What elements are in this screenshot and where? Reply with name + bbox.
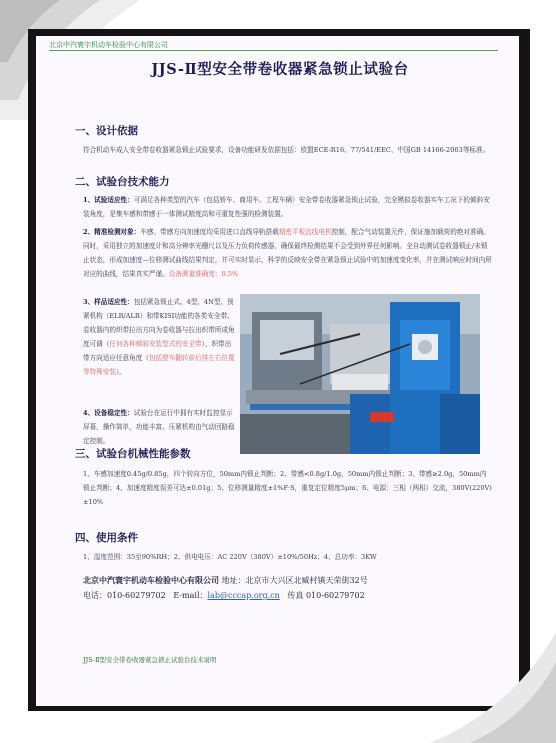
- fax-label: 传真: [287, 591, 304, 600]
- item-text: 试验台在运行中拥有实时监控显示屏幕，操作简单，功能丰富。压紧机构由气动回路稳定控制。: [83, 409, 235, 445]
- design-basis-paragraph: 符合机动车成人安全带卷收器紧急锁止试验要求，设备功能研发依据包括：欧盟ECE-R16、77/541/EEC、中国GB 14166-2003等标准。: [83, 146, 490, 154]
- page-curl-bottom-right: [430, 632, 556, 743]
- item-label: 3、样品适应性：: [83, 298, 134, 306]
- document-title: JJS-Ⅱ型安全带卷收器紧急锁止试验台: [151, 61, 409, 78]
- item-text: 车感、带感方向加速度均采用进口直线导轨搭载: [140, 228, 279, 236]
- company-header: 北京中汽寰宇机动车检验中心有限公司: [49, 41, 168, 49]
- item-text: 包括紧急锁止式、4型、4N型、预紧机构（ELR/ALR）和带KISI功能的各类安全带。卷收器内的织带拉出方向为卷收器与拉出织带所成角度可调（: [83, 298, 235, 348]
- phone-label: 电话：: [83, 591, 107, 600]
- section-heading-mechanical-parameters: 三、试验台机械性能参数: [75, 448, 191, 460]
- contact-line-phone: [83, 590, 365, 601]
- header-rule: [49, 50, 498, 51]
- footer-note: JJS-Ⅱ型安全带卷收器紧急锁止试验台技术说明: [83, 656, 217, 664]
- email-link[interactable]: lab@cccap.org.cn: [207, 591, 280, 600]
- item-label: 1、试验适应性：: [83, 196, 134, 204]
- usage-conditions-paragraph: 1、湿度范围：35至90%RH；2、供电电压：AC 220V（380V）±10%/50Hz；4、总功率：3KW: [83, 553, 377, 561]
- highlight-mounting-types: 任何各种倾斜安装型式的安全带: [109, 340, 202, 348]
- fax-value: 010-60279702: [305, 591, 365, 600]
- capability-item-stability: [83, 406, 235, 448]
- highlight-linear-motor: 精密平板直线电机: [278, 228, 332, 236]
- email-label: E-mail：: [173, 591, 208, 600]
- highlight-accuracy: 设备测量准确度：0.5%: [168, 270, 239, 278]
- item-text: 控制，配合气动装置元件，保证施加载荷的绝对准确。同时，采用独立的加速度计和高分辨率光栅尺以及压力负荷传感器，确保最终检测结果不会受到外界任何影响。全自动测试卷收器锁止/未锁止状态，形成加速度—位移测试曲线结果判定，并可实时显示，科学的反映安全带在紧急锁止试验中的加速度变化率，并在测试响应时间内所对应的曲线，结果真实严谨。: [83, 228, 492, 278]
- mechanical-parameters-paragraph: 1、车感加速度0.45g/0.85g，四个转向方位，50mm内锁止判断；2、带感<0.8g/1.0g，50mm内锁止判断；3、带感≥2.0g，50mm内锁止判断；4、加速度精度误差可达±0.01g；5、位移测量精度±1%F·S，重复定位精度5μm；6、电源：三相（两相）交流，380V(220V)±10%: [83, 470, 492, 506]
- capability-item-sample: [83, 295, 235, 379]
- contact-line-address: [83, 575, 368, 586]
- highlight-special-mounting: 包括整车翻转前后排左右位置等特殊安装: [83, 354, 235, 376]
- section-heading-design-basis: 一、设计依据: [75, 125, 138, 137]
- capability-item-precision: [83, 225, 493, 281]
- item-label: 4、设备稳定性：: [83, 409, 134, 417]
- test-rig-photo: [240, 294, 480, 454]
- item-text: 可满足各种类型的汽车（包括轿车、商用车、工程车辆）安全带卷收器紧急锁止试验，完全模拟卷收器实车工况下的倾斜安装角度，是集车感和带感于一体测试精度高和可重复性强的检测装置。: [83, 196, 490, 218]
- address-value: 北京市大兴区北臧村镇天荣街32号: [245, 576, 368, 585]
- capability-item-adaptability: [83, 193, 493, 221]
- item-label: 2、精准检测对象：: [83, 228, 141, 236]
- item-text: ），织带出带方向适应任意角度（: [83, 340, 232, 362]
- section-heading-usage-conditions: 四、使用条件: [75, 532, 138, 544]
- contact-company: 北京中汽寰宇机动车检验中心有限公司: [83, 575, 219, 585]
- section-heading-technical-capability: 二、试验台技术能力: [75, 176, 170, 188]
- address-label: 地址：: [221, 576, 246, 585]
- phone-value: 010-60279702: [107, 591, 166, 600]
- item-text: ）。: [115, 368, 126, 376]
